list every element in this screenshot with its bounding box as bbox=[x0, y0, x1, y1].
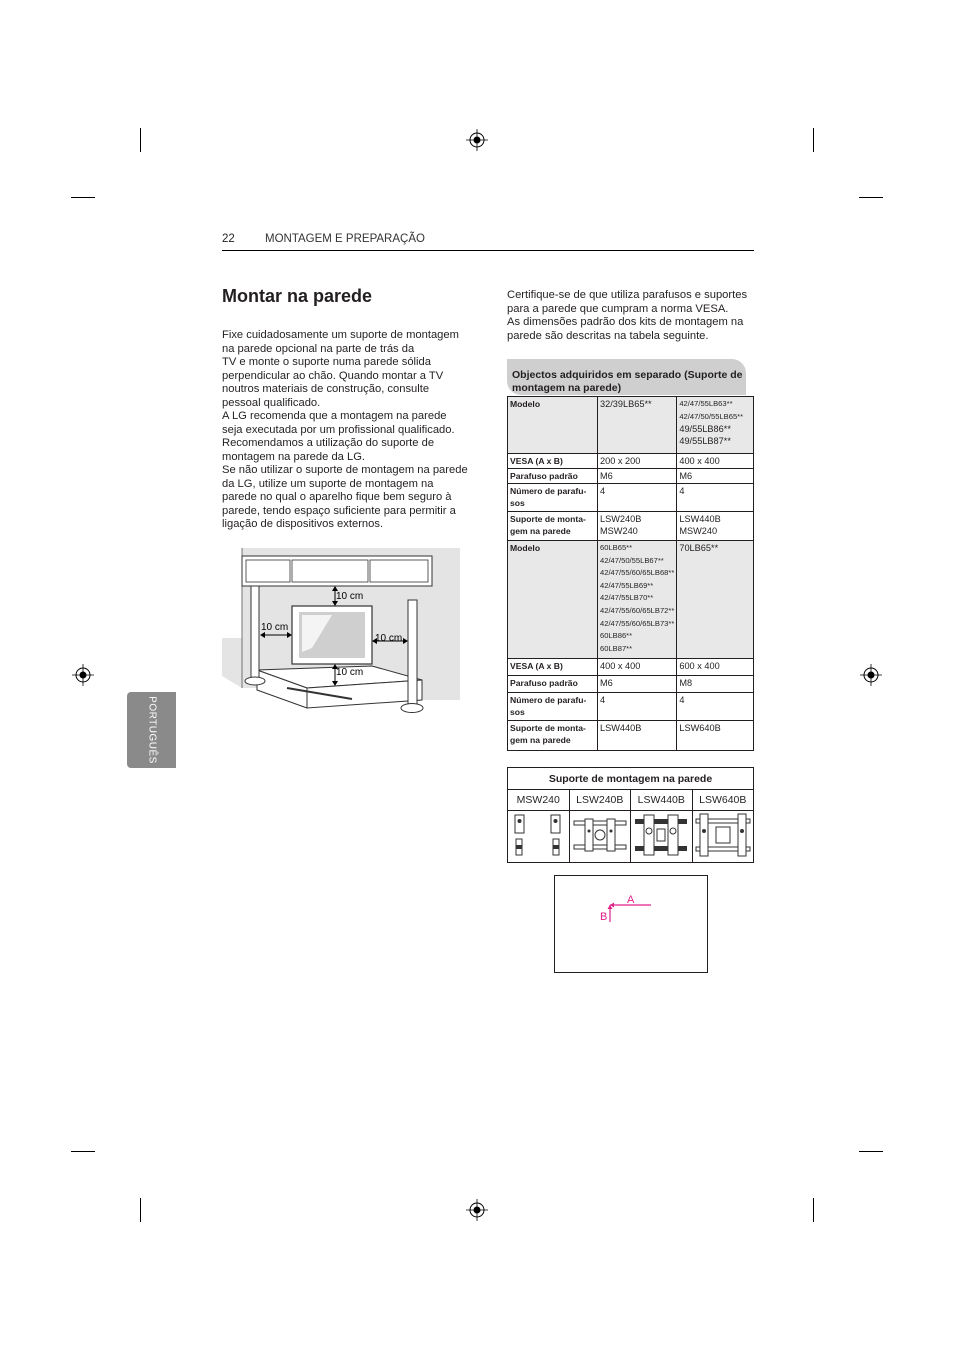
table-row bbox=[508, 659, 754, 676]
text-line: para a parede que cumpram a norma VESA. bbox=[507, 302, 729, 315]
value-line: LSW240B bbox=[600, 514, 642, 524]
table-row bbox=[508, 397, 754, 454]
table-cell: Modelo bbox=[508, 541, 598, 659]
crop-mark bbox=[859, 1151, 883, 1152]
table-cell: Parafuso padrão bbox=[508, 676, 598, 693]
table-cell bbox=[508, 811, 570, 863]
table-row bbox=[508, 484, 754, 512]
label-line: Suporte de monta- bbox=[510, 514, 586, 524]
text-line: seja executada por um profissional qualificado. bbox=[222, 423, 455, 436]
lsw440b-bracket-icon bbox=[632, 811, 690, 859]
section-title: MONTAGEM E PREPARAÇÃO bbox=[265, 233, 425, 245]
model-line: 60LB86** bbox=[600, 631, 633, 641]
table-header: Suporte de montagem na parede bbox=[508, 768, 754, 790]
crop-mark bbox=[813, 128, 814, 152]
table-cell: VESA (A x B) bbox=[508, 659, 598, 676]
table-cell: M8 bbox=[677, 676, 754, 693]
model-line: 42/47/50/55LB65** bbox=[679, 411, 744, 421]
msw240-bracket-icon bbox=[509, 811, 567, 859]
table-cell: 4 bbox=[598, 693, 677, 721]
text-line: parede no qual o aparelho fique bem seguro à bbox=[222, 491, 452, 503]
registration-mark-icon bbox=[860, 664, 882, 686]
crop-mark bbox=[71, 1151, 95, 1152]
table-row bbox=[508, 541, 754, 659]
table-cell: 400 x 400 bbox=[598, 659, 677, 676]
table-cell bbox=[631, 811, 693, 863]
table-cell: 32/39LB65** bbox=[598, 397, 677, 454]
label-line: gem na parede bbox=[510, 735, 571, 745]
vesa-spec-table bbox=[507, 396, 754, 751]
table-cell bbox=[677, 397, 754, 454]
tv-clearance-illustration bbox=[222, 548, 462, 716]
table-row bbox=[508, 676, 754, 693]
value-line: MSW240 bbox=[679, 526, 718, 536]
registration-mark-icon bbox=[466, 1199, 488, 1221]
model-line: 42/47/55/60/65LB73** bbox=[600, 618, 675, 628]
text-line: noutros materiais de construção, consulte bbox=[222, 383, 430, 395]
lsw240b-bracket-icon bbox=[571, 811, 629, 859]
table-cell bbox=[508, 484, 598, 512]
table-cell: LSW440B bbox=[598, 721, 677, 751]
table-row bbox=[508, 768, 754, 790]
text-line: na parede opcional na parte de trás da bbox=[222, 342, 415, 355]
text-line: Fixe cuidadosamente um suporte de montagem bbox=[222, 329, 459, 341]
intro-paragraph bbox=[222, 329, 468, 532]
model-line: 42/47/55/60/65LB72** bbox=[600, 605, 675, 615]
table-cell bbox=[598, 512, 677, 541]
label-line: Número de parafu- bbox=[510, 695, 587, 705]
table-cell bbox=[677, 512, 754, 541]
text-line: parede são descritas na tabela seguinte. bbox=[507, 329, 709, 342]
vesa-b-label: B bbox=[600, 911, 608, 923]
table-cell: 4 bbox=[677, 693, 754, 721]
table-cell: Modelo bbox=[508, 397, 598, 454]
vesa-diagram bbox=[554, 875, 708, 973]
text-line: perpendicular ao chão. Quando montar a TV bbox=[222, 369, 444, 382]
table-cell: M6 bbox=[677, 469, 754, 484]
crop-mark bbox=[140, 128, 141, 152]
clearance-bottom-label: 10 cm bbox=[336, 667, 364, 678]
table-cell bbox=[508, 512, 598, 541]
table-row bbox=[508, 469, 754, 484]
vesa-a-label: A bbox=[627, 894, 635, 906]
text-line: Se não utilizar o suporte de montagem na parede bbox=[222, 464, 468, 476]
text-line: As dimensões padrão dos kits de montagem na bbox=[507, 316, 744, 328]
clearance-right-label: 10 cm bbox=[375, 633, 403, 644]
lsw640b-bracket-icon bbox=[694, 811, 752, 859]
table-cell: 70LB65** bbox=[677, 541, 754, 659]
header-divider bbox=[222, 250, 754, 251]
model-line: 42/47/55LB70** bbox=[600, 593, 654, 603]
table-cell: MSW240 bbox=[508, 790, 570, 811]
wall-mount-table bbox=[507, 767, 754, 863]
vesa-paragraph bbox=[507, 289, 747, 343]
table-row bbox=[508, 454, 754, 469]
language-label: PORTUGUÊS bbox=[146, 696, 157, 764]
spec-table-header bbox=[507, 359, 746, 395]
label-line: gem na parede bbox=[510, 526, 571, 536]
vesa-dimension-lines bbox=[555, 876, 707, 972]
model-line: 49/55LB87** bbox=[679, 436, 731, 447]
model-line: 42/47/55LB63** bbox=[679, 399, 733, 408]
model-line: 49/55LB86** bbox=[679, 424, 731, 435]
registration-mark-icon bbox=[466, 129, 488, 151]
text-line: Certifique-se de que utiliza parafusos e suportes bbox=[507, 289, 748, 301]
table-cell: Parafuso padrão bbox=[508, 469, 598, 484]
table-cell: LSW640B bbox=[677, 721, 754, 751]
value-line: LSW440B bbox=[679, 514, 721, 524]
text-line: parede, tendo espaço suficiente para permitir a bbox=[222, 504, 456, 517]
table-cell: 4 bbox=[598, 484, 677, 512]
text-line: pessoal qualificado. bbox=[222, 396, 321, 409]
table-cell bbox=[508, 721, 598, 751]
text-line: A LG recomenda que a montagem na parede bbox=[222, 410, 447, 422]
table-cell: LSW240B bbox=[569, 790, 631, 811]
registration-mark-icon bbox=[72, 664, 94, 686]
spec-header-text: Objectos adquiridos em separado (Suporte de montagem na parede) bbox=[512, 369, 743, 394]
table-row bbox=[508, 790, 754, 811]
table-cell: LSW440B bbox=[631, 790, 693, 811]
table-cell: 200 x 200 bbox=[598, 454, 677, 469]
table-row bbox=[508, 721, 754, 751]
text-line: da LG, utilize um suporte de montagem na bbox=[222, 477, 434, 490]
table-cell: 4 bbox=[677, 484, 754, 512]
table-row bbox=[508, 693, 754, 721]
table-cell bbox=[508, 693, 598, 721]
table-row bbox=[508, 811, 754, 863]
table-cell: 600 x 400 bbox=[677, 659, 754, 676]
table-cell: VESA (A x B) bbox=[508, 454, 598, 469]
label-line: sos bbox=[510, 707, 525, 717]
label-line: sos bbox=[510, 498, 525, 508]
table-cell bbox=[569, 811, 631, 863]
text-line: TV e monte o suporte numa parede sólida bbox=[222, 356, 431, 368]
crop-mark bbox=[140, 1198, 141, 1222]
value-line: MSW240 bbox=[600, 526, 638, 536]
page-number: 22 bbox=[222, 233, 235, 245]
text-line: ligação de dispositivos externos. bbox=[222, 518, 384, 530]
crop-mark bbox=[813, 1198, 814, 1222]
table-cell: M6 bbox=[598, 676, 677, 693]
clearance-left-label: 10 cm bbox=[261, 622, 289, 633]
table-cell: LSW640B bbox=[692, 790, 754, 811]
model-line: 42/47/55/60/65LB68** bbox=[600, 568, 675, 578]
language-tab bbox=[127, 692, 176, 768]
table-cell bbox=[598, 541, 677, 659]
crop-mark bbox=[71, 197, 95, 198]
table-cell: M6 bbox=[598, 469, 677, 484]
table-cell: 400 x 400 bbox=[677, 454, 754, 469]
table-cell bbox=[692, 811, 754, 863]
page-title: Montar na parede bbox=[222, 286, 373, 306]
label-line: Suporte de monta- bbox=[510, 723, 586, 733]
clearance-top-label: 10 cm bbox=[336, 591, 364, 602]
crop-mark bbox=[859, 197, 883, 198]
text-line: montagem na parede da LG. bbox=[222, 450, 366, 463]
label-line: Número de parafu- bbox=[510, 486, 587, 496]
model-line: 42/47/55LB69** bbox=[600, 580, 654, 590]
table-row bbox=[508, 512, 754, 541]
text-line: Recomendamos a utilização do suporte de bbox=[222, 437, 435, 449]
model-line: 60LB87** bbox=[600, 643, 633, 653]
model-line: 60LB65** bbox=[600, 543, 633, 552]
model-line: 42/47/50/55LB67** bbox=[600, 555, 664, 565]
